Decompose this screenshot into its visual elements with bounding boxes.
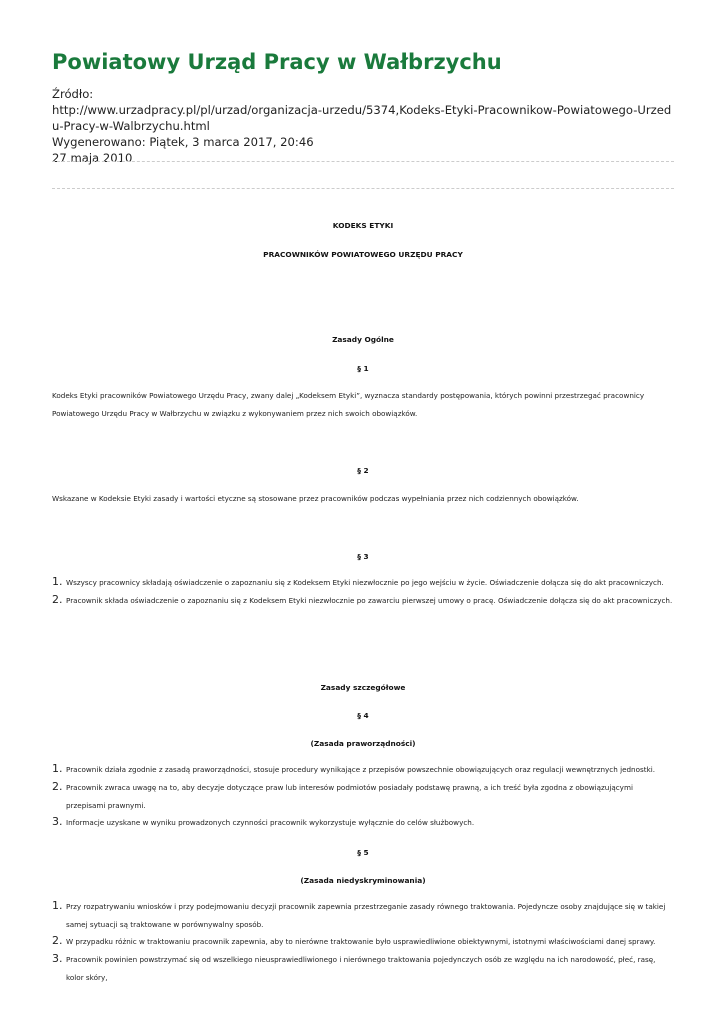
list-text: Przy rozpatrywaniu wniosków i przy podejmowaniu decyzji pracownik zapewnia przestrzeganie zasady równego traktowania. Pojedyncze osoby znajdujące się w takiej samej sytuacji są traktowane w porównywalny sposób. [66, 902, 666, 929]
publication-date: 27 maja 2010 [52, 151, 133, 165]
paragraph-3-label: § 3 [357, 552, 369, 561]
list-number: 1. [52, 762, 63, 775]
list-text: Pracownik powinien powstrzymać się od wszelkiego nieusprawiedliwionego i nierównego traktowania pojedynczych osób ze względu na ich narodowość, płeć, rasę, kolor skóry, [66, 955, 656, 982]
list-text: W przypadku różnic w traktowaniu pracownik zapewnia, aby to nierówne traktowanie było usprawiedliwione obiektywnymi, istotnymi właściwościami danej sprawy. [66, 937, 656, 946]
list-text: Pracownik zwraca uwagę na to, aby decyzje dotyczące praw lub interesów podmiotów posiadały podstawę prawną, a ich treść była zgodna z obowiązującymi przepisami prawnymi. [66, 783, 633, 810]
list-item [52, 779, 674, 814]
list-text: Informacje uzyskane w wyniku prowadzonych czynności pracownik wykorzystuje wyłącznie do celów służbowych. [66, 818, 475, 827]
list-number: 2. [52, 934, 63, 947]
paragraph-5-label: § 5 [357, 848, 369, 857]
document-meta [52, 86, 674, 166]
paragraph-2-text: Wskazane w Kodeksie Etyki zasady i wartości etyczne są stosowane przez pracowników podczas wypełniania przez nich codziennych obowiązków. [52, 494, 579, 503]
list-text: Pracownik działa zgodnie z zasadą praworządności, stosuje procedury wynikające z przepisów powszechnie obowiązujących oraz regulacji wewnętrznych jednostki. [66, 765, 656, 774]
paragraph-1-label: § 1 [357, 364, 369, 373]
list-item [52, 592, 674, 610]
paragraph-5-subtitle: (Zasada niedyskryminowania) [300, 876, 426, 885]
list-item [52, 761, 674, 779]
list-number: 3. [52, 815, 63, 828]
list-text: Pracownik składa oświadczenie o zapoznaniu się z Kodeksem Etyki niezwłocznie po zawarciu pierwszej umowy o pracę. Oświadczenie dołącza się do akt pracowniczych. [66, 596, 673, 605]
paragraph-4-subtitle: (Zasada praworządności) [310, 739, 416, 748]
list-item [52, 898, 674, 933]
section-heading-general: Zasady Ogólne [332, 335, 394, 344]
list-text: Wszyscy pracownicy składają oświadczenie o zapoznaniu się z Kodeksem Etyki niezwłocznie po jego wejściu w życie. Oświadczenie dołącza się do akt pracowniczych. [66, 578, 664, 587]
paragraph-1-text: Kodeks Etyki pracowników Powiatowego Urzędu Pracy, zwany dalej „Kodeksem Etyki”, wyznacza standardy postępowania, których powinni przestrzegać pracownicy Powiatowego Urzędu Pracy w Wałbrzychu w związku z wykonywaniem przez nich swoich obowiązków. [52, 391, 645, 418]
doc-subtitle: PRACOWNIKÓW POWIATOWEGO URZĘDU PRACY [263, 250, 463, 259]
doc-title: KODEKS ETYKI [332, 221, 394, 230]
list-number: 1. [52, 575, 63, 588]
generated-date: Wygenerowano: Piątek, 3 marca 2017, 20:46 [52, 135, 314, 149]
source-url: http://www.urzadpracy.pl/pl/urzad/organizacja-urzedu/5374,Kodeks-Etyki-Pracownikow-Powiatowego-Urzedu-Pracy-w-Walbrzychu.html [52, 103, 672, 133]
list-number: 2. [52, 593, 63, 606]
source-label: Źródło: [52, 87, 94, 101]
list-item [52, 574, 674, 592]
list-item [52, 933, 674, 951]
list-number: 2. [52, 780, 63, 793]
list-item [52, 951, 674, 986]
list-number: 1. [52, 899, 63, 912]
section-heading-detailed: Zasady szczegółowe [320, 683, 406, 692]
page-title: Powiatowy Urząd Pracy w Wałbrzychu [52, 50, 502, 74]
divider [52, 188, 674, 189]
list-item [52, 814, 674, 832]
paragraph-2-label: § 2 [357, 466, 369, 475]
divider [52, 161, 674, 162]
list-number: 3. [52, 952, 63, 965]
paragraph-4-label: § 4 [357, 711, 369, 720]
